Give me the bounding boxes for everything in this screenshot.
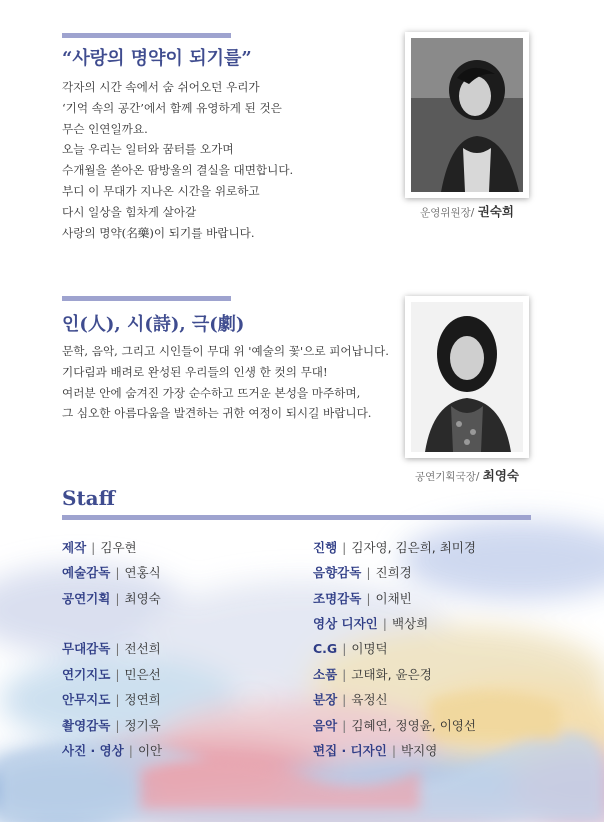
staff-names: 전선희 xyxy=(124,641,161,656)
staff-credit xyxy=(313,665,432,683)
staff-separator: | xyxy=(115,565,120,580)
staff-credit xyxy=(313,589,412,607)
staff-separator: | xyxy=(366,591,371,606)
staff-names: 이안 xyxy=(137,743,163,758)
message-line: ‘기억 속의 공간’에서 함께 유영하게 된 것은 xyxy=(62,100,282,115)
staff-role: 음악 xyxy=(313,718,338,733)
staff-role: 예술감독 xyxy=(62,565,111,580)
staff-title: Staff xyxy=(62,486,116,510)
staff-role: 무대감독 xyxy=(62,641,111,656)
staff-names: 진희경 xyxy=(375,565,412,580)
message-line: 여러분 안에 숨겨진 가장 순수하고 뜨거운 본성을 마주하며, xyxy=(62,385,361,400)
staff-role: 사진 · 영상 xyxy=(62,743,124,758)
staff-role: 소품 xyxy=(313,667,338,682)
staff-separator: | xyxy=(342,692,347,707)
staff-separator: | xyxy=(382,616,387,631)
staff-role: 영상 디자인 xyxy=(313,616,378,631)
staff-role: 편집 · 디자인 xyxy=(313,743,387,758)
portrait-caption xyxy=(408,202,526,220)
message-line: 기다림과 배려로 완성된 우리들의 인생 한 컷의 무대! xyxy=(62,364,328,379)
staff-names: 민은선 xyxy=(124,667,161,682)
staff-names: 육정신 xyxy=(351,692,388,707)
message-line: 무슨 인연일까요. xyxy=(62,121,148,136)
message-body xyxy=(62,341,389,424)
portrait-image xyxy=(411,302,523,452)
staff-credit xyxy=(313,690,388,708)
staff-names: 고태화, 윤은경 xyxy=(351,667,432,682)
staff-names: 김자영, 김은희, 최미경 xyxy=(351,540,476,555)
staff-credit xyxy=(313,538,476,556)
staff-credit xyxy=(62,563,161,581)
section-title: “사랑의 명약이 되기를” xyxy=(62,48,252,69)
staff-credit xyxy=(62,716,161,734)
staff-credit xyxy=(313,563,412,581)
staff-names: 이명덕 xyxy=(351,641,388,656)
staff-role: C.G xyxy=(313,641,338,656)
staff-separator: | xyxy=(91,540,96,555)
staff-separator: | xyxy=(115,718,120,733)
staff-role: 안무지도 xyxy=(62,692,111,707)
staff-separator: | xyxy=(391,743,397,758)
portrait-photo xyxy=(405,32,529,198)
staff-separator: | xyxy=(342,718,347,733)
staff-role: 조명감독 xyxy=(313,591,362,606)
staff-role: 촬영감독 xyxy=(62,718,111,733)
staff-role: 분장 xyxy=(313,692,338,707)
staff-role: 제작 xyxy=(62,540,87,555)
staff-separator: | xyxy=(342,641,347,656)
staff-credit xyxy=(313,716,476,734)
staff-credit xyxy=(313,639,388,657)
portrait-caption xyxy=(408,466,526,484)
section-rule xyxy=(62,296,231,301)
staff-separator: | xyxy=(115,641,120,656)
staff-credit xyxy=(62,538,137,556)
staff-separator: | xyxy=(342,540,347,555)
staff-names: 박지영 xyxy=(401,743,438,758)
staff-separator: | xyxy=(115,667,120,682)
staff-credit xyxy=(313,614,428,632)
staff-names: 연홍식 xyxy=(124,565,161,580)
message-line: 사랑의 명약(名藥)이 되기를 바랍니다. xyxy=(62,225,255,240)
section-rule xyxy=(62,33,231,38)
message-line: 각자의 시간 속에서 숨 쉬어오던 우리가 xyxy=(62,80,260,94)
staff-names: 이채빈 xyxy=(375,591,412,606)
staff-names: 김우현 xyxy=(100,540,137,555)
staff-names: 백상희 xyxy=(391,616,429,631)
staff-role: 공연기획 xyxy=(62,591,111,606)
caption-role: 공연기획국장/ xyxy=(415,471,480,483)
message-line: 수개월을 쏟아온 땀방울의 결실을 대면합니다. xyxy=(62,163,294,178)
staff-separator: | xyxy=(115,591,120,606)
staff-separator: | xyxy=(366,565,371,580)
caption-name: 최영숙 xyxy=(482,468,519,483)
staff-names: 최영숙 xyxy=(124,591,161,606)
message-line: 부디 이 무대가 지나온 시간을 위로하고 xyxy=(62,183,260,198)
staff-separator: | xyxy=(115,692,120,707)
staff-credit xyxy=(62,690,161,708)
staff-credit xyxy=(62,589,161,607)
caption-role: 운영위원장/ xyxy=(420,207,475,219)
caption-name: 권숙희 xyxy=(477,204,514,219)
staff-credit xyxy=(62,665,161,683)
staff-role: 연기지도 xyxy=(62,667,111,682)
staff-credit xyxy=(62,639,161,657)
message-line: 문학, 음악, 그리고 시인들이 무대 위 '예술의 꽃'으로 피어납니다. xyxy=(62,344,389,358)
message-line: 다시 일상을 힘차게 살아갈 xyxy=(62,204,197,219)
staff-credit xyxy=(62,741,162,759)
staff-names: 정기욱 xyxy=(124,718,161,733)
staff-names: 김혜연, 정영윤, 이영선 xyxy=(351,718,476,733)
staff-separator: | xyxy=(128,743,133,758)
staff-separator: | xyxy=(342,667,347,682)
staff-role: 음향감독 xyxy=(313,565,362,580)
staff-credit xyxy=(313,741,437,759)
staff-names: 정연희 xyxy=(124,692,161,707)
staff-role: 진행 xyxy=(313,540,338,555)
portrait-image xyxy=(411,38,523,192)
staff-rule xyxy=(62,515,531,520)
portrait-photo xyxy=(405,296,529,458)
message-body xyxy=(62,77,293,243)
message-line: 그 심오한 아름다움을 발견하는 귀한 여정이 되시길 바랍니다. xyxy=(62,406,372,421)
section-title: 인(人), 시(詩), 극(劇) xyxy=(62,314,245,335)
message-line: 오늘 우리는 일터와 꿈터를 오가며 xyxy=(62,142,234,157)
